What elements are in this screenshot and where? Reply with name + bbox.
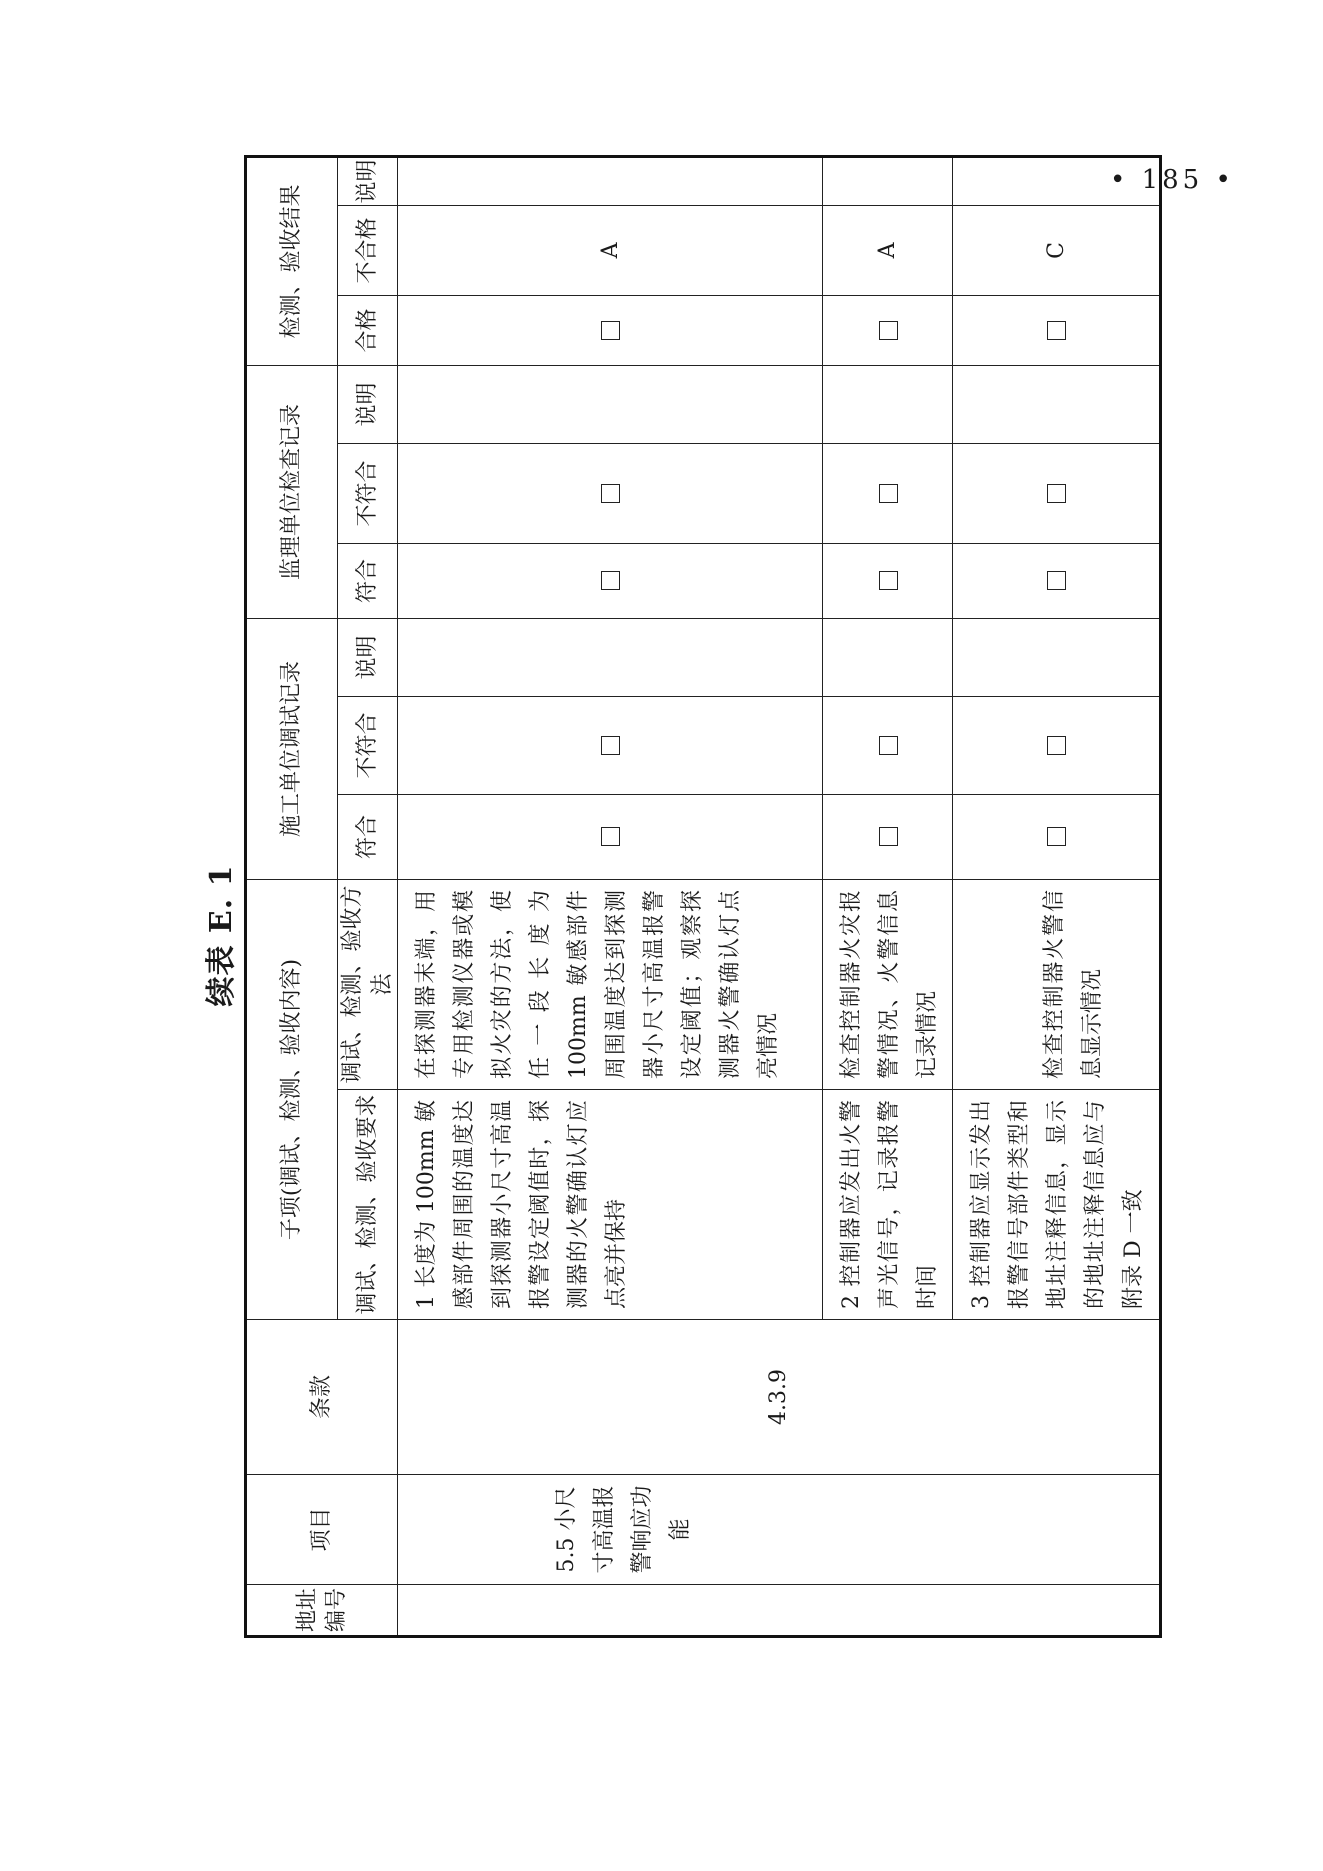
checkbox-icon[interactable] <box>1047 321 1066 340</box>
result-explain-header: 说明 <box>338 156 398 205</box>
checkbox-icon[interactable] <box>601 321 620 340</box>
method-header: 调试、检测、验收方法 <box>338 879 398 1089</box>
checkbox-icon[interactable] <box>1047 736 1066 755</box>
construction-explain-header: 说明 <box>338 618 398 696</box>
result-explain-cell <box>398 156 823 205</box>
result-fail-grade: C <box>953 205 1161 295</box>
checkbox-icon[interactable] <box>601 484 620 503</box>
result-header: 检测、验收结果 <box>246 156 338 365</box>
checkbox-icon[interactable] <box>601 571 620 590</box>
checkbox-icon[interactable] <box>879 321 898 340</box>
construction-conform-cell[interactable] <box>823 794 953 879</box>
result-pass-header: 合格 <box>338 295 398 365</box>
result-pass-cell[interactable] <box>398 295 823 365</box>
checkbox-icon[interactable] <box>601 736 620 755</box>
supervision-nonconform-cell[interactable] <box>823 443 953 543</box>
construction-conform-cell[interactable] <box>953 794 1161 879</box>
construction-record-header: 施工单位调试记录 <box>246 618 338 879</box>
supervision-explain-cell <box>823 365 953 443</box>
clause-number: 4.3.9 <box>398 1320 1161 1475</box>
checkbox-icon[interactable] <box>879 736 898 755</box>
result-fail-grade: A <box>823 205 953 295</box>
supervision-nonconform-cell[interactable] <box>398 443 823 543</box>
checkbox-icon[interactable] <box>1047 827 1066 846</box>
clause-header: 条款 <box>246 1320 398 1475</box>
supervision-explain-cell <box>953 365 1161 443</box>
result-pass-cell[interactable] <box>953 295 1161 365</box>
supervision-conform-cell[interactable] <box>398 543 823 618</box>
result-explain-cell <box>823 156 953 205</box>
construction-nonconform-cell[interactable] <box>953 696 1161 794</box>
subitem-group-header: 子项(调试、检测、验收内容) <box>246 879 338 1319</box>
result-pass-cell[interactable] <box>823 295 953 365</box>
address-no-header: 地址编号 <box>246 1585 398 1637</box>
checkbox-icon[interactable] <box>879 827 898 846</box>
construction-nonconform-cell[interactable] <box>398 696 823 794</box>
construction-explain-cell <box>823 618 953 696</box>
construction-conform-header: 符合 <box>338 794 398 879</box>
supervision-conform-cell[interactable] <box>953 543 1161 618</box>
supervision-explain-header: 说明 <box>338 365 398 443</box>
supervision-nonconform-header: 不符合 <box>338 443 398 543</box>
checkbox-icon[interactable] <box>1047 571 1066 590</box>
page-number: • 185 • <box>1110 165 1235 195</box>
method-text: 检查控制器火灾报警情况、火警信息记录情况 <box>823 879 953 1089</box>
requirement-text: 2 控制器应发出火警声光信号，记录报警时间 <box>823 1090 953 1320</box>
method-text: 在探测器末端，用专用检测仪器或模拟火灾的方法，使任一段长度为 100mm 敏感部件周围温度达到探测器小尺寸高温报警设定阈值；观察探测器火警确认灯点亮情况 <box>398 879 823 1089</box>
checkbox-icon[interactable] <box>879 571 898 590</box>
supervision-conform-header: 符合 <box>338 543 398 618</box>
supervision-conform-cell[interactable] <box>823 543 953 618</box>
result-fail-grade: A <box>398 205 823 295</box>
construction-nonconform-header: 不符合 <box>338 696 398 794</box>
requirement-text: 3 控制器应显示发出报警信号部件类型和地址注释信息，显示的地址注释信息应与附录 D 一致 <box>953 1090 1161 1320</box>
construction-conform-cell[interactable] <box>398 794 823 879</box>
checkbox-icon[interactable] <box>601 827 620 846</box>
supervision-record-header: 监理单位检查记录 <box>246 365 338 618</box>
requirement-header: 调试、检测、验收要求 <box>338 1090 398 1320</box>
address-no-cell <box>398 1585 1161 1637</box>
table-row <box>398 156 823 1636</box>
project-name: 5.5 小尺寸高温报警响应功能 <box>398 1475 1161 1585</box>
method-text: 检查控制器火警信息显示情况 <box>953 879 1161 1089</box>
construction-explain-cell <box>398 618 823 696</box>
requirement-text: 1 长度为 100mm 敏感部件周围的温度达到探测器小尺寸高温报警设定阈值时，探测器的火警确认灯应点亮并保持 <box>398 1090 823 1320</box>
checkbox-icon[interactable] <box>879 484 898 503</box>
result-fail-header: 不合格 <box>338 205 398 295</box>
supervision-explain-cell <box>398 365 823 443</box>
table-caption: 续表 E. 1 <box>204 864 239 1007</box>
project-header: 项目 <box>246 1475 398 1585</box>
checkbox-icon[interactable] <box>1047 484 1066 503</box>
inspection-table <box>244 155 1162 1638</box>
construction-nonconform-cell[interactable] <box>823 696 953 794</box>
construction-explain-cell <box>953 618 1161 696</box>
supervision-nonconform-cell[interactable] <box>953 443 1161 543</box>
